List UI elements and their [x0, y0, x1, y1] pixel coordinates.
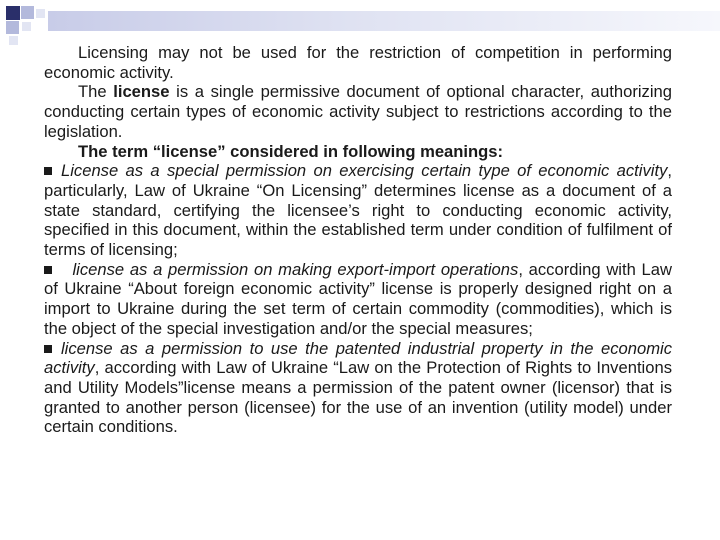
square-bullet-icon [44, 266, 52, 274]
heading-text: The term “license” considered in following meanings: [78, 141, 504, 161]
square-bullet-icon [44, 345, 52, 353]
paragraph-text: The [78, 82, 114, 102]
corner-square-pale [36, 9, 45, 18]
corner-square-light [6, 21, 19, 34]
bullet-item [44, 161, 672, 260]
bullet-item [44, 339, 672, 438]
bold-term-license: license [113, 82, 170, 102]
bullet-text: , particularly, Law of Ukraine “On Licensing” determines license as a document of a state standard, certifying the licensee’s right to conducting economic activity, specified in this document, within the established term under condition of fulfilment of terms of licensing; [44, 161, 672, 260]
bullet-italic-text: license as a permission to use the patented industrial property in the economic activity [44, 338, 672, 378]
bullet-italic-text: license as a permission on making export-import operations [72, 259, 519, 279]
corner-square-light [21, 6, 34, 19]
bullet-text: , according with Law of Ukraine “Law on the Protection of Rights to Inventions and Utility Models”license means a permission of the patent owner (licensor) that is granted to another person (licensee) for the use of an invention (utility model) under certain conditions. [44, 358, 672, 437]
corner-square-pale [9, 36, 18, 45]
bullet-italic-text: License as a special permission on exercising certain type of economic activity [61, 161, 668, 181]
corner-square-dark [6, 6, 20, 20]
bullet-text: , according with Law of Ukraine “About foreign economic activity” license is properly designed right on a import to Ukraine during the set term of certain commodity (commodities), which is the object of the special investigation and/or the special measures; [44, 259, 672, 338]
paragraph-meanings-heading [44, 142, 672, 162]
bullet-item [44, 260, 672, 339]
corner-square-pale [22, 22, 31, 31]
paragraph-text: is a single permissive document of optional character, authorizing conducting certain types of economic activity subject to restrictions according to the legislation. [44, 82, 672, 141]
square-bullet-icon [44, 167, 52, 175]
paragraph-license-definition [44, 82, 672, 141]
header-gradient-bar [48, 11, 720, 31]
paragraph-text: Licensing may not be used for the restriction of competition in performing economic activity. [44, 43, 672, 82]
paragraph-competition [44, 43, 672, 82]
slide-body [44, 43, 672, 437]
